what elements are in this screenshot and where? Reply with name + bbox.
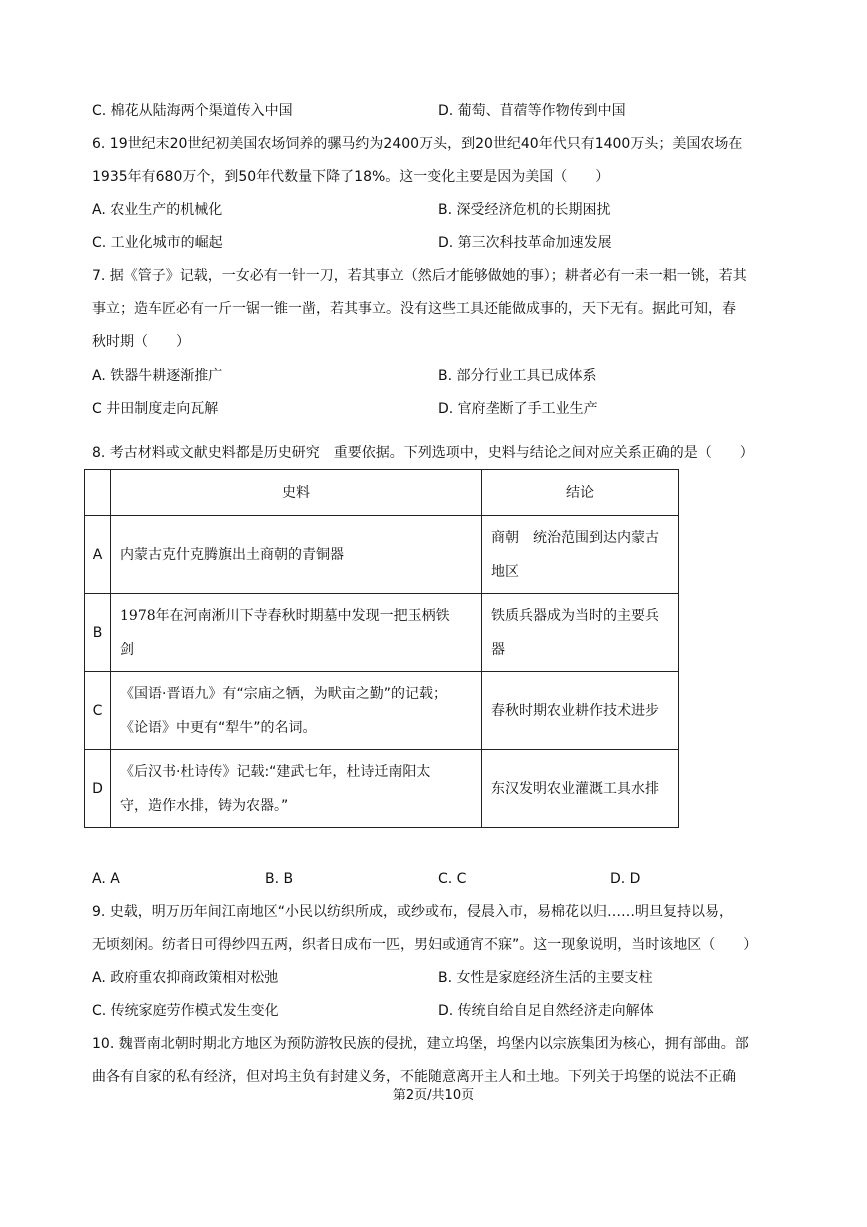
q7-option-d: D. 官府垄断了手工业生产: [438, 401, 598, 417]
table-header-source: 史料: [111, 470, 482, 516]
q8-source-table: [84, 469, 679, 828]
q7-stem-line-3: 秋时期（ ）: [92, 334, 190, 350]
source-text: 《后汉书·杜诗传》记载:“建武七年，杜诗迁南阳太: [120, 763, 431, 780]
q6-option-a: A. 农业生产的机械化: [92, 202, 223, 218]
row-source: [111, 750, 482, 828]
row-conclusion: [482, 672, 679, 750]
row-source: [111, 516, 482, 594]
q7-option-a: A. 铁器牛耕逐渐推广: [92, 368, 223, 384]
conclusion-text: 商朝 统治范围到达内蒙古: [491, 529, 659, 546]
q9-option-b: B. 女性是家庭经济生活的主要支柱: [438, 970, 653, 986]
q7-option-b: B. 部分行业工具已成体系: [438, 368, 597, 384]
q8-option-c: C. C: [438, 871, 467, 887]
source-text: 《国语·晋语九》有“宗庙之牺，为畎亩之勤”的记载；: [120, 685, 447, 702]
q5-option-c: C. 棉花从陆海两个渠道传入中国: [92, 103, 293, 119]
table-row: [85, 594, 679, 672]
q9-option-a: A. 政府重农抑商政策相对松弛: [92, 970, 279, 986]
q6-option-b: B. 深受经济危机的长期困扰: [438, 202, 611, 218]
table-header-blank: [85, 470, 111, 516]
row-conclusion: [482, 516, 679, 594]
q7-stem-line-1: 7. 据《管子》记载，一女必有一针一刀，若其事立（然后才能够做她的事）；耕者必有一耒一耜一铫，若其: [92, 268, 747, 284]
row-label: B: [85, 594, 111, 672]
table-row: [85, 672, 679, 750]
q9-stem-line-1: 9. 史载，明万历年间江南地区“小民以纺织所成，或纱或布，侵晨入市，易棉花以归……明旦复持以易，: [92, 904, 734, 920]
q9-option-c: C. 传统家庭劳作模式发生变化: [92, 1003, 279, 1019]
q8-stem: 8. 考古材料或文献史料都是历史研究 重要依据。下列选项中，史料与结论之间对应关系正确的是（ ）: [92, 445, 754, 461]
q10-stem-line-2: 曲各有自家的私有经济，但对坞主负有封建义务，不能随意离开主人和土地。下列关于坞堡的说法不正确: [92, 1069, 736, 1085]
conclusion-text: 地区: [491, 563, 519, 580]
q9-option-d: D. 传统自给自足自然经济走向解体: [438, 1003, 654, 1019]
conclusion-text: 铁质兵器成为当时的主要兵: [491, 607, 659, 624]
page-number-footer: 第2页/共10页: [392, 1088, 475, 1103]
q9-stem-line-2: 无顷刻闲。纺者日可得纱四五两，织者日成布一匹，男妇或通宵不寐”。这一现象说明，当时该地区（ ）: [92, 937, 758, 953]
row-conclusion: [482, 750, 679, 828]
row-conclusion: [482, 594, 679, 672]
row-label: C: [85, 672, 111, 750]
q6-stem-line-2: 1935年有680万个，到50年代数量下降了18%。这一变化主要是因为美国（ ）: [92, 169, 610, 185]
conclusion-text: 器: [491, 641, 505, 658]
q8-option-a: A. A: [92, 871, 120, 887]
source-text: 1978年在河南淅川下寺春秋时期墓中发现一把玉柄铁: [120, 607, 450, 624]
table-row: [85, 516, 679, 594]
source-text: 剑: [120, 641, 134, 658]
q8-option-b: B. B: [265, 871, 294, 887]
q6-stem-line-1: 6. 19世纪末20世纪初美国农场饲养的骡马约为2400万头，到20世纪40年代只有1400万头；美国农场在: [92, 136, 743, 152]
q7-stem-line-2: 事立；造车匠必有一斤一锯一锥一凿，若其事立。没有这些工具还能做成事的，天下无有。据此可知，春: [92, 301, 736, 317]
source-text: 《论语》中更有“犁牛”的名词。: [120, 719, 317, 736]
table-row: [85, 750, 679, 828]
q5-option-d: D. 葡萄、苜蓿等作物传到中国: [438, 103, 626, 119]
q6-option-c: C. 工业化城市的崛起: [92, 235, 223, 251]
conclusion-text: 春秋时期农业耕作技术进步: [491, 702, 659, 719]
q6-option-d: D. 第三次科技革命加速发展: [438, 235, 612, 251]
source-text: 守，造作水排，铸为农器。”: [120, 797, 289, 814]
source-text: 内蒙古克什克腾旗出土商朝的青铜器: [120, 546, 344, 563]
table-header-row: [85, 470, 679, 516]
row-label: A: [85, 516, 111, 594]
row-source: [111, 672, 482, 750]
row-source: [111, 594, 482, 672]
table-header-conclusion: 结论: [482, 470, 679, 516]
q7-option-c: C 井田制度走向瓦解: [92, 401, 219, 417]
conclusion-text: 东汉发明农业灌溉工具水排: [491, 780, 659, 797]
q10-stem-line-1: 10. 魏晋南北朝时期北方地区为预防游牧民族的侵扰，建立坞堡，坞堡内以宗族集团为核心，拥有部曲。部: [92, 1036, 749, 1052]
row-label: D: [85, 750, 111, 828]
q8-option-d: D. D: [610, 871, 641, 887]
